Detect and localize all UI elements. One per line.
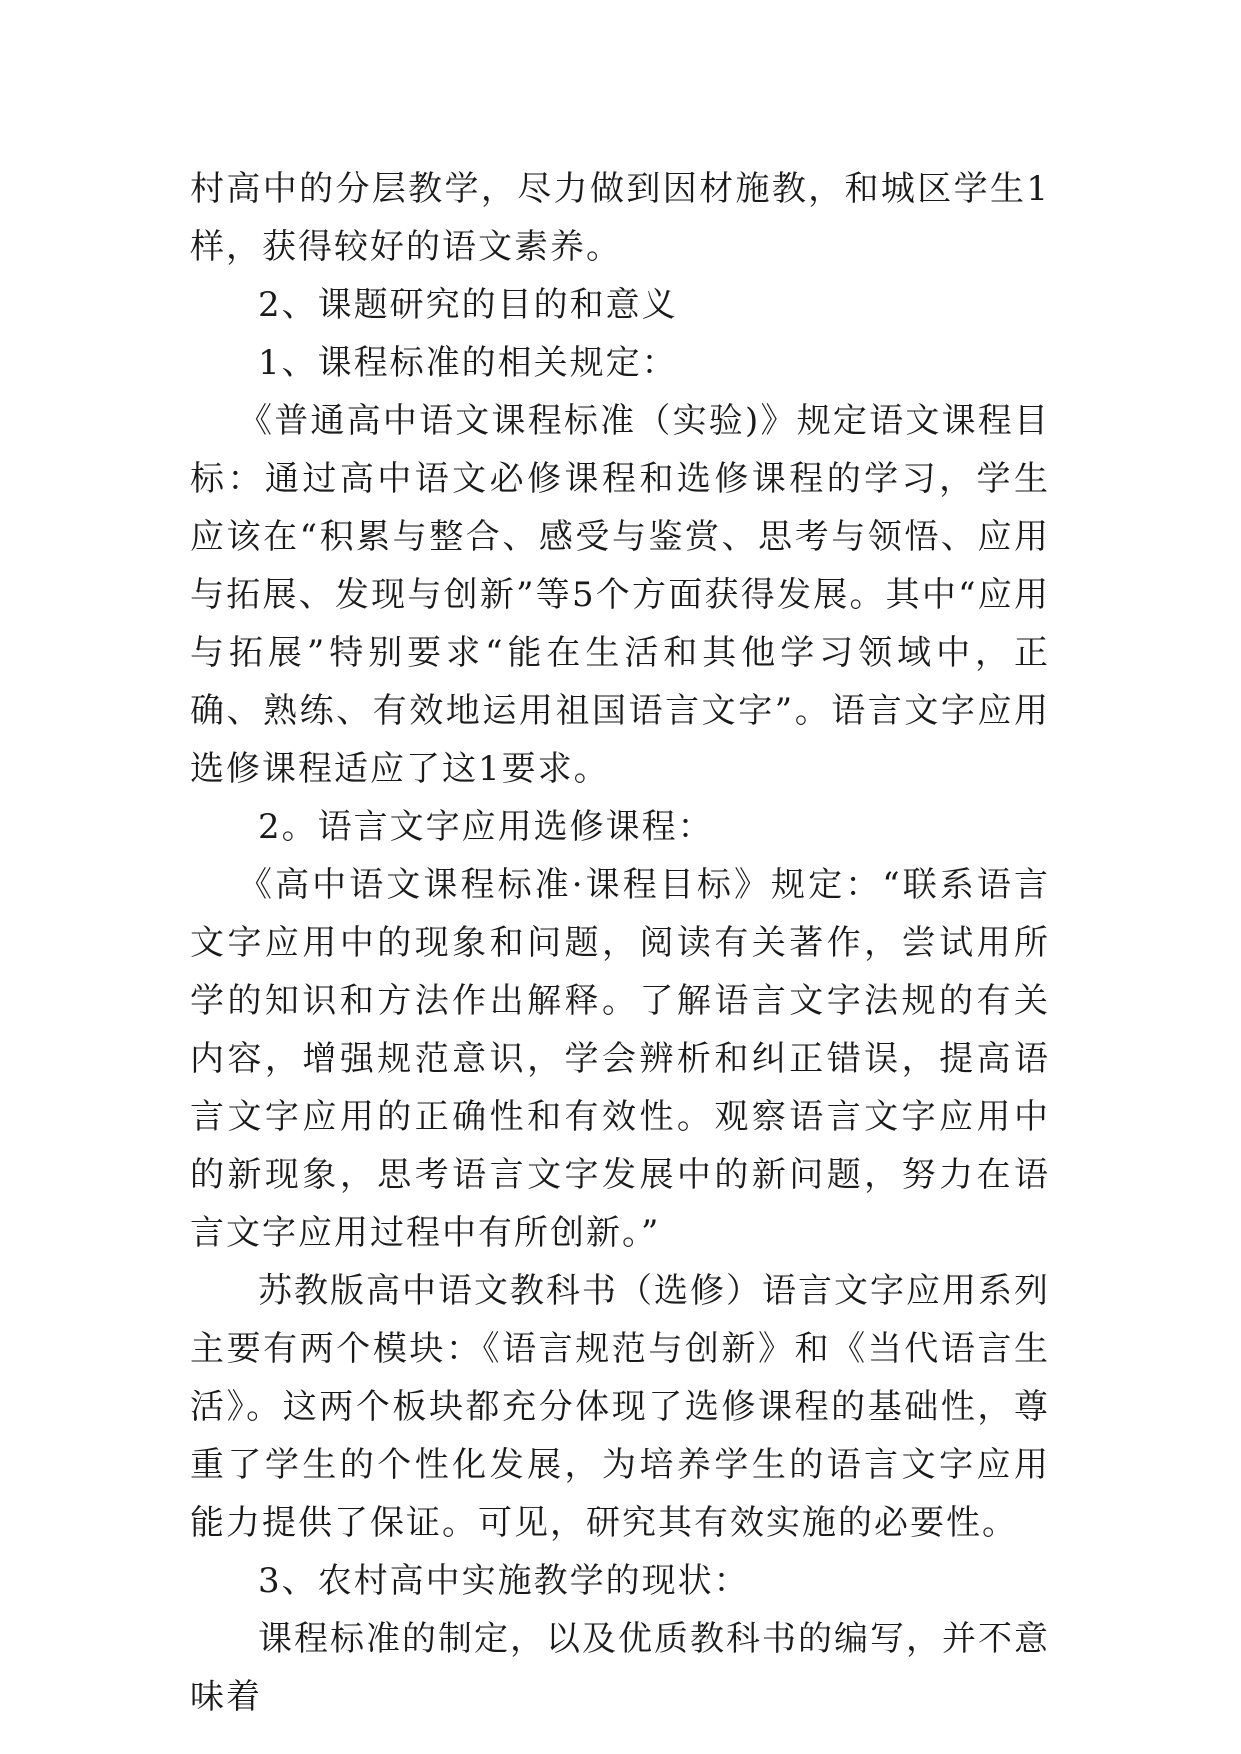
paragraph-textbook-modules: 苏教版高中语文教科书（选修）语言文字应用系列主要有两个模块：《语言规范与创新》和《当代语言生活》。这两个板块都充分体现了选修课程的基础性，尊重了学生的个性化发展，为培养学生的语言文字应用能力提供了保证。可见，研究其有效实施的必要性。 [190, 1271, 1050, 1543]
paragraph-status-start: 课程标准的制定，以及优质教科书的编写，并不意味着 [190, 1619, 1050, 1717]
section-heading-purpose: 2、课题研究的目的和意义 [258, 285, 678, 325]
paragraph-continuation: 村高中的分层教学，尽力做到因材施教，和城区学生1样，获得较好的语文素养。 [190, 169, 1050, 267]
subheading-curriculum-standard: 1、课程标准的相关规定： [258, 343, 678, 383]
paragraph-course-goals: 《高中语文课程标准·课程目标》规定：“联系语言文字应用中的现象和问题，阅读有关著作，尝试用所学的知识和方法作出解释。了解语言文字法规的有关内容，增强规范意识，学会辨析和纠正错误，提高语言文字应用的正确性和有效性。观察语言文字应用中的新现象，思考语言文字发展中的新问题，努力在语言文字应用过程中有所创新。” [190, 865, 1050, 1253]
paragraph-standard-goals: 《普通高中语文课程标准（实验)》规定语文课程目标：通过高中语文必修课程和选修课程的学习，学生应该在“积累与整合、感受与鉴赏、思考与领悟、应用与拓展、发现与创新”等5个方面获得发展。其中“应用与拓展”特别要求“能在生活和其他学习领域中，正确、熟练、有效地运用祖国语言文字”。语言文字应用选修课程适应了这1要求。 [190, 401, 1050, 789]
subheading-elective-course: 2。语言文字应用选修课程： [258, 807, 714, 847]
body-text [190, 160, 1050, 1726]
subheading-rural-status: 3、农村高中实施教学的现状： [258, 1561, 750, 1601]
